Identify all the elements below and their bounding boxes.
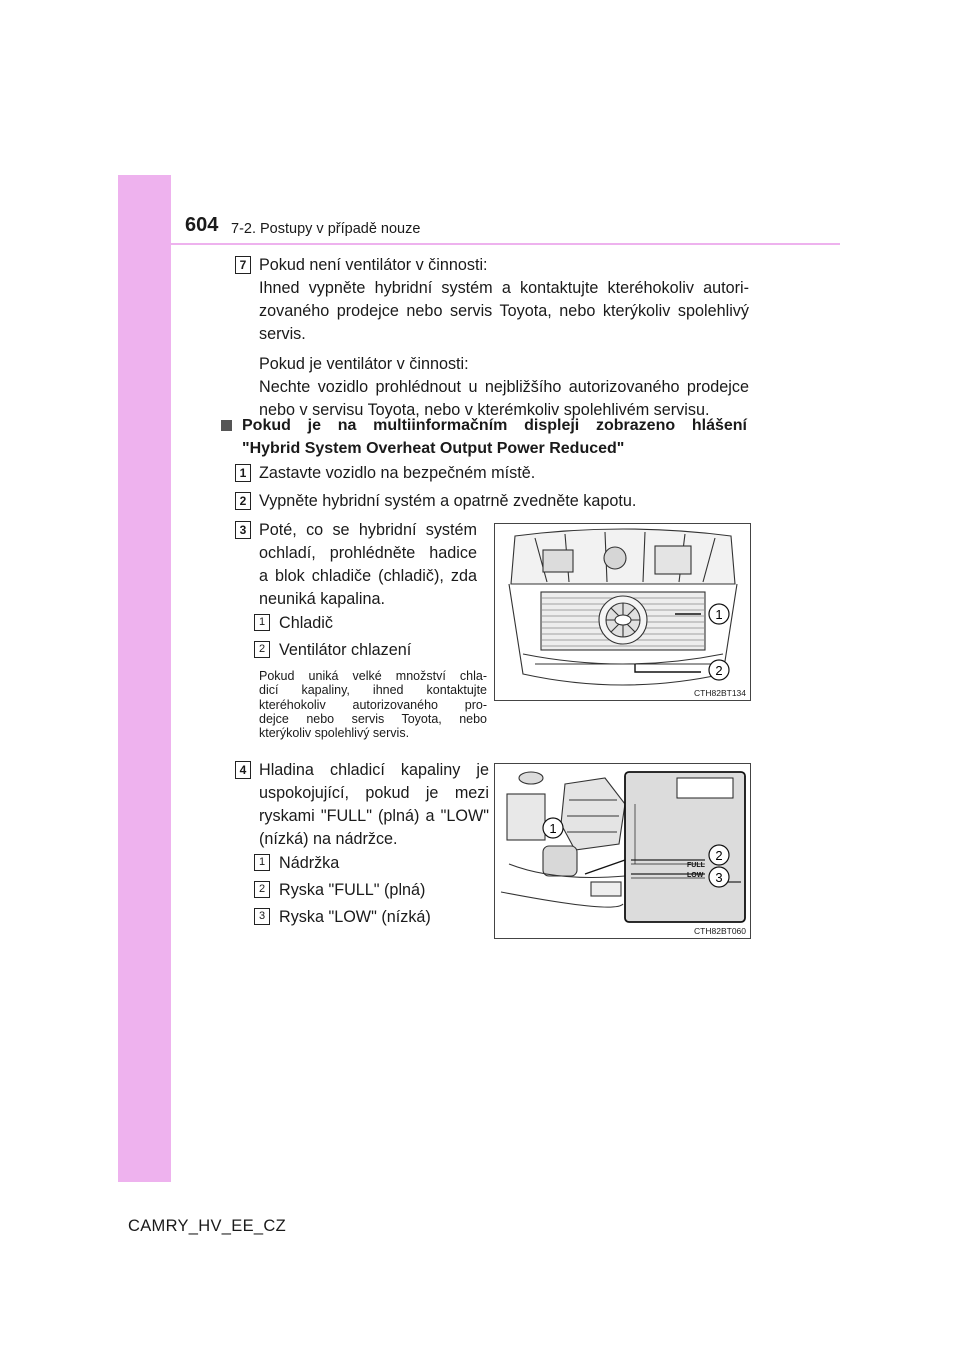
step-3-line-4: neuniká kapalina.	[259, 590, 385, 608]
svg-text:1: 1	[549, 821, 557, 836]
step-3-text	[259, 519, 477, 611]
step-3-item-2-num: 2	[254, 641, 270, 658]
step-7-line-3: zovaného prodejce nebo servis Toyota, nebo kterýkoliv spolehlivý	[259, 302, 749, 320]
radiator-drawing	[495, 524, 750, 700]
heading-line-1: Pokud je na multiinformačním displeji zobrazeno hlášení	[242, 417, 747, 434]
figure-2-code: CTH82BT060	[694, 926, 746, 936]
low-callout-3-icon	[709, 867, 729, 887]
note-line-1: Pokud uniká velké množství chla-	[259, 669, 487, 683]
svg-text:2: 2	[715, 663, 723, 678]
step-4-item-1-text: Nádržka	[279, 854, 340, 872]
svg-text:1: 1	[715, 607, 723, 622]
figure-1-code: CTH82BT134	[694, 688, 746, 698]
step-3-note	[259, 669, 487, 740]
step-7-line-6: Nechte vozidlo prohlédnout u nejbližšího autorizovaného prodejce	[259, 378, 749, 396]
reservoir-drawing	[495, 764, 750, 938]
step-1-badge: 1	[235, 464, 251, 482]
step-7-badge: 7	[235, 256, 251, 274]
step-7-line-2: Ihned vypněte hybridní systém a kontaktujte kteréhokoliv autori-	[259, 279, 749, 297]
step-4-text	[259, 759, 489, 851]
step-2-text: Vypněte hybridní systém a opatrně zvedněte kapotu.	[259, 492, 637, 510]
step-4-line-1: Hladina chladicí kapaliny je	[259, 761, 489, 779]
document-id-footer: CAMRY_HV_EE_CZ	[128, 1217, 286, 1235]
step-3-line-2: ochladí, prohlédněte hadice	[259, 544, 477, 562]
radiator-illustration	[494, 523, 751, 701]
heading-line-2: "Hybrid System Overheat Output Power Reduced"	[242, 440, 625, 457]
tank-callout-1-icon	[543, 818, 563, 838]
low-mark-label: LOW	[687, 872, 704, 879]
step-4-line-3: ryskami "FULL" (plná) a "LOW"	[259, 807, 489, 825]
step-4-item-3-text: Ryska "LOW" (nízká)	[279, 908, 431, 926]
section-heading	[242, 414, 747, 460]
svg-text:2: 2	[715, 848, 723, 863]
step-7-line-5: Pokud je ventilátor v činnosti:	[259, 355, 469, 373]
full-mark-label: FULL	[687, 862, 705, 869]
step-3-item-1-text: Chladič	[279, 614, 333, 632]
step-3-item-1-num: 1	[254, 614, 270, 631]
step-4-item-1-num: 1	[254, 854, 270, 871]
step-3-line-1: Poté, co se hybridní systém	[259, 521, 477, 539]
coolant-reservoir-illustration	[494, 763, 751, 939]
step-7-line-1: Pokud není ventilátor v činnosti:	[259, 256, 488, 274]
note-line-5: kterýkoliv spolehlivý servis.	[259, 726, 410, 741]
chapter-sidebar-tab	[118, 175, 171, 1182]
note-line-3: kteréhokoliv autorizovaného pro-	[259, 697, 487, 712]
note-line-4: dejce nebo servis Toyota, nebo	[259, 711, 487, 726]
step-4-line-2: uspokojující, pokud je mezi	[259, 784, 489, 802]
step-7-line-4: servis.	[259, 325, 306, 343]
reservoir-detail-inset	[625, 772, 745, 922]
step-7-text	[259, 254, 749, 422]
section-title: 7-2. Postupy v případě nouze	[231, 221, 421, 237]
header-divider	[171, 243, 840, 245]
step-3-badge: 3	[235, 521, 251, 539]
page-number: 604	[185, 214, 219, 236]
step-4-item-3-num: 3	[254, 908, 270, 925]
step-4-line-4: (nízká) na nádržce.	[259, 830, 398, 848]
svg-text:3: 3	[715, 870, 723, 885]
step-4-badge: 4	[235, 761, 251, 779]
step-7-line-7: nebo v servisu Toyota, nebo v kterémkoliv spolehlivém servisu.	[259, 401, 710, 419]
heading-bullet-icon	[221, 420, 232, 431]
step-3-line-3: a blok chladiče (chladič), zda	[259, 567, 477, 585]
step-1-text: Zastavte vozidlo na bezpečném místě.	[259, 464, 536, 482]
fan-callout-2-icon	[709, 660, 729, 680]
step-4-item-2-num: 2	[254, 881, 270, 898]
step-3-item-2-text: Ventilátor chlazení	[279, 641, 412, 659]
note-line-2: dicí kapaliny, ihned kontaktujte	[259, 683, 487, 698]
radiator-callout-1-icon	[709, 604, 729, 624]
step-4-item-2-text: Ryska "FULL" (plná)	[279, 881, 426, 899]
step-2-badge: 2	[235, 492, 251, 510]
full-callout-2-icon	[709, 845, 729, 865]
